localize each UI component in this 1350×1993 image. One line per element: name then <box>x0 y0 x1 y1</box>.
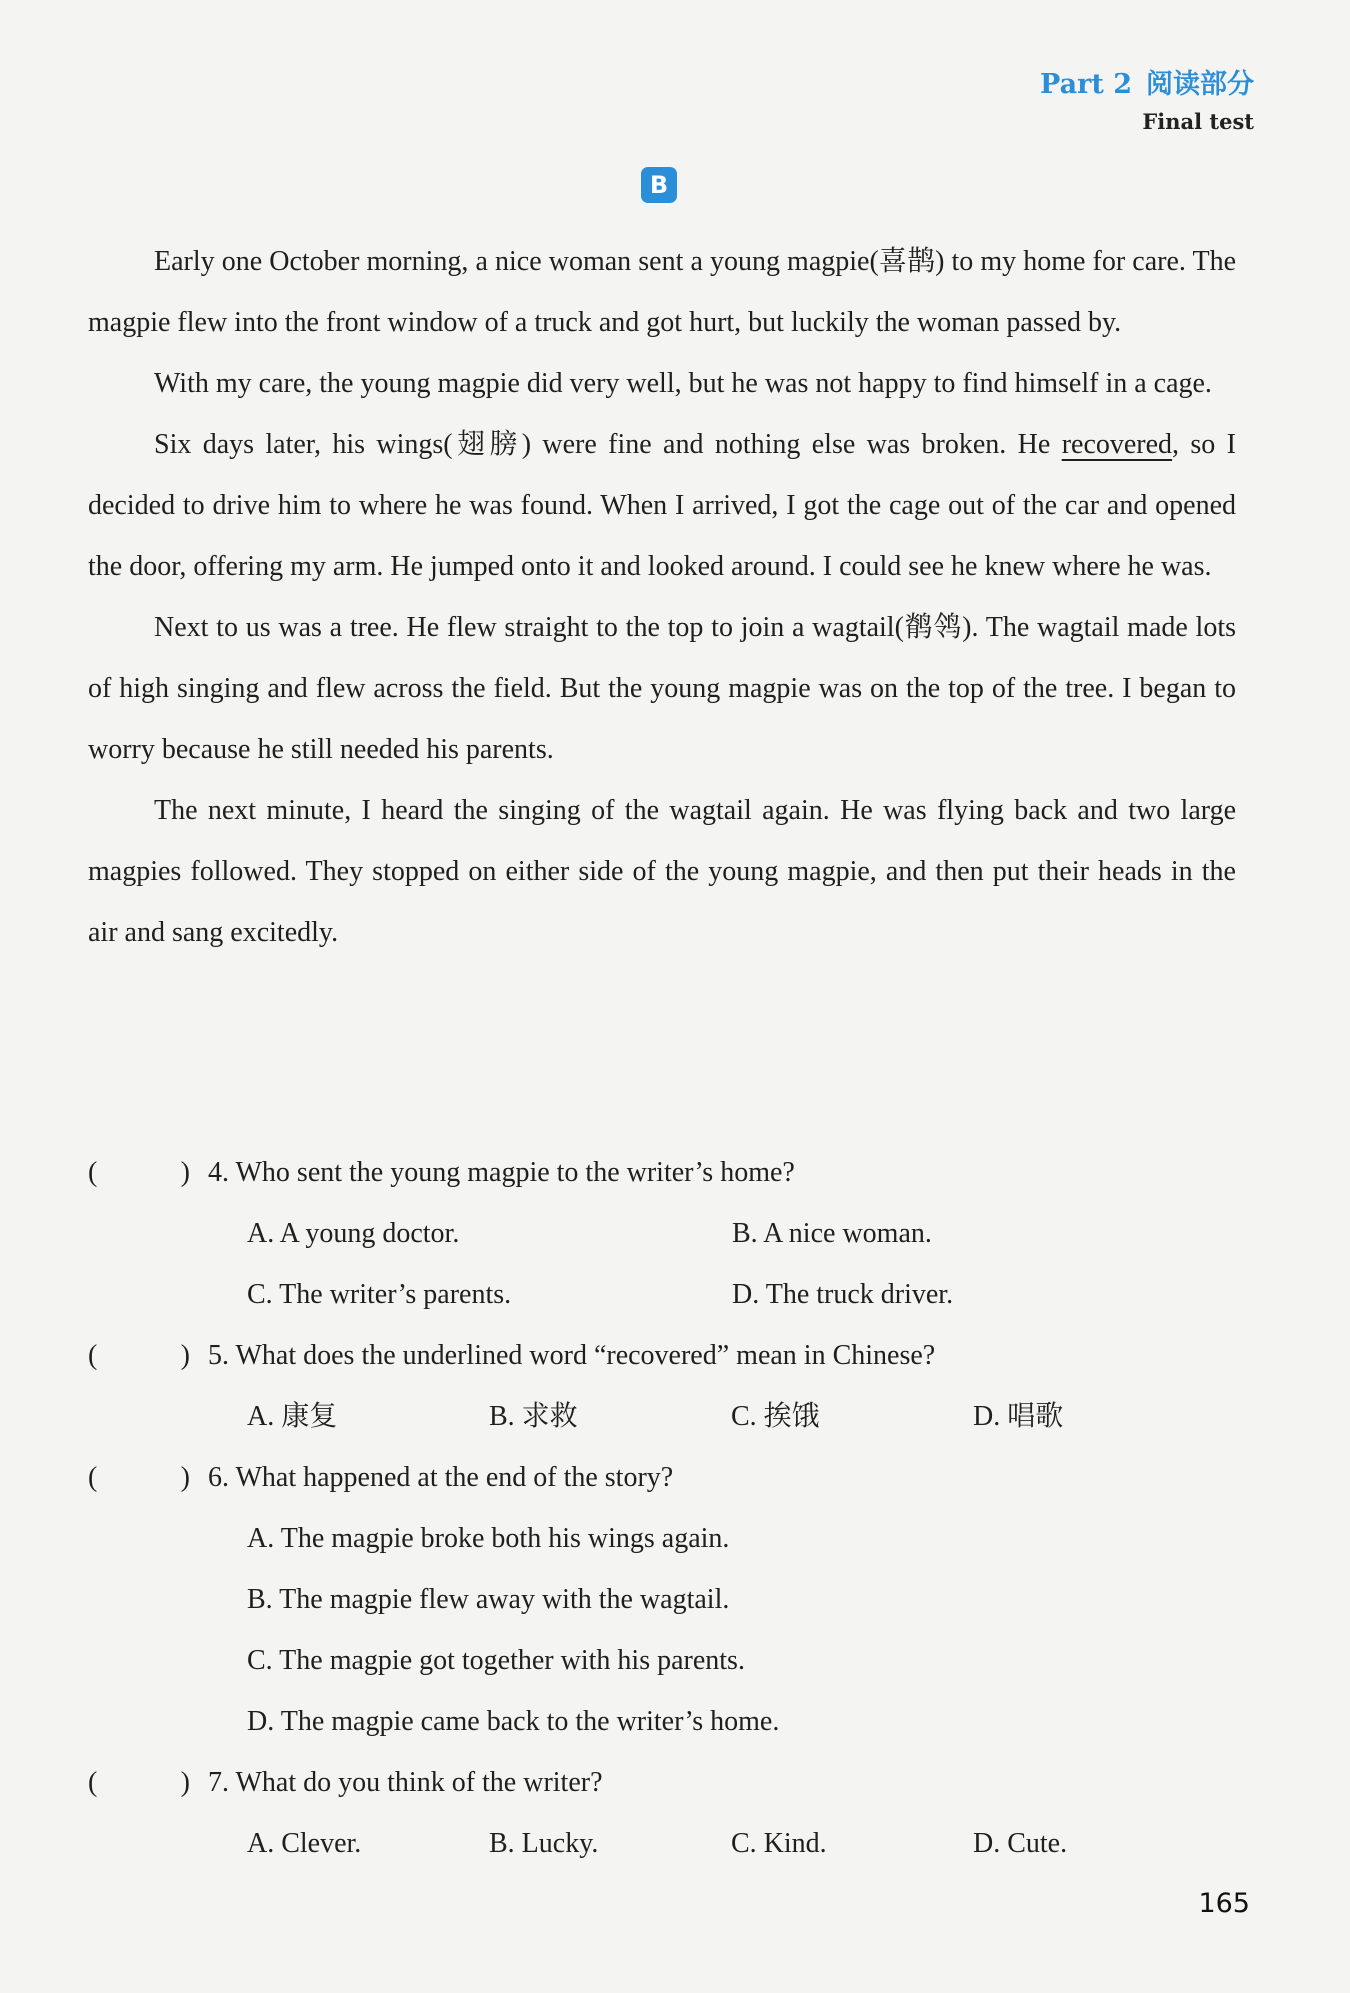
question-5 <box>88 1325 1248 1386</box>
answer-blank[interactable]: ( ) <box>88 1340 190 1371</box>
answer-blank[interactable]: ( ) <box>88 1767 190 1798</box>
paragraph-3 <box>88 414 1236 597</box>
options-5 <box>88 1386 1248 1447</box>
option-c: C. Kind. <box>731 1828 827 1859</box>
part-label: Part 2 <box>1040 69 1132 100</box>
page-header <box>1040 62 1254 134</box>
page-number: 165 <box>1198 1888 1250 1919</box>
section-subtitle: Final test <box>1142 109 1254 134</box>
options-4 <box>88 1203 1248 1325</box>
reading-passage <box>88 231 1236 963</box>
underlined-word: recovered <box>1061 429 1173 460</box>
passage-badge: B <box>641 167 677 203</box>
options-7 <box>88 1813 1248 1874</box>
paragraph-1: Early one October morning, a nice woman sent a young magpie(喜鹊) to my home for care. The magpie flew into the front window of a truck and got hurt, but luckily the woman passed by. <box>88 246 1236 338</box>
question-6 <box>88 1447 1248 1508</box>
question-text: 4. Who sent the young magpie to the writer’s home? <box>208 1157 795 1188</box>
option-c: C. The magpie got together with his parents. <box>247 1645 745 1676</box>
paragraph-3-end: , so I decided to drive him to where he was found. When I arrived, I got the cage out of the car and opened the door, offering my arm. He jumped onto it and looked around. I could see he knew where he was. <box>88 429 1236 582</box>
question-text: 5. What does the underlined word “recovered” mean in Chinese? <box>208 1340 936 1371</box>
question-text: 7. What do you think of the writer? <box>208 1767 603 1798</box>
paragraph-2: With my care, the young magpie did very well, but he was not happy to find himself in a cage. <box>154 368 1212 399</box>
answer-blank[interactable]: ( ) <box>88 1462 190 1493</box>
option-c: C. 挨饿 <box>731 1401 820 1432</box>
questions <box>88 1142 1248 1874</box>
answer-blank[interactable]: ( ) <box>88 1157 190 1188</box>
option-b: B. Lucky. <box>489 1828 599 1859</box>
option-d: D. The truck driver. <box>732 1279 954 1310</box>
option-a: A. A young doctor. <box>247 1218 460 1249</box>
option-d: D. The magpie came back to the writer’s home. <box>247 1706 780 1737</box>
question-7 <box>88 1752 1248 1813</box>
options-6 <box>88 1508 1248 1752</box>
section-label: 阅读部分 <box>1146 69 1254 100</box>
paragraph-4: Next to us was a tree. He flew straight to the top to join a wagtail(鹡鸰). The wagtail made lots of high singing and flew across the field. But the young magpie was on the top of the tree. I began to worry because he still needed his parents. <box>88 612 1236 765</box>
option-b: B. The magpie flew away with the wagtail. <box>247 1584 730 1615</box>
option-a: A. 康复 <box>247 1401 338 1432</box>
paragraph-5: The next minute, I heard the singing of the wagtail again. He was flying back and two large magpies followed. They stopped on either side of the young magpie, and then put their heads in the air and sang excitedly. <box>88 795 1236 948</box>
option-b: B. 求救 <box>489 1401 578 1432</box>
option-d: D. 唱歌 <box>973 1401 1064 1432</box>
option-a: A. The magpie broke both his wings again. <box>247 1523 730 1554</box>
option-b: B. A nice woman. <box>732 1218 932 1249</box>
option-d: D. Cute. <box>973 1828 1068 1859</box>
question-4 <box>88 1142 1248 1203</box>
option-a: A. Clever. <box>247 1828 362 1859</box>
part-title <box>1040 62 1254 101</box>
question-text: 6. What happened at the end of the story? <box>208 1462 674 1493</box>
option-c: C. The writer’s parents. <box>247 1279 512 1310</box>
paragraph-3-start: Six days later, his wings(翅膀) were fine and nothing else was broken. He <box>154 429 1062 460</box>
